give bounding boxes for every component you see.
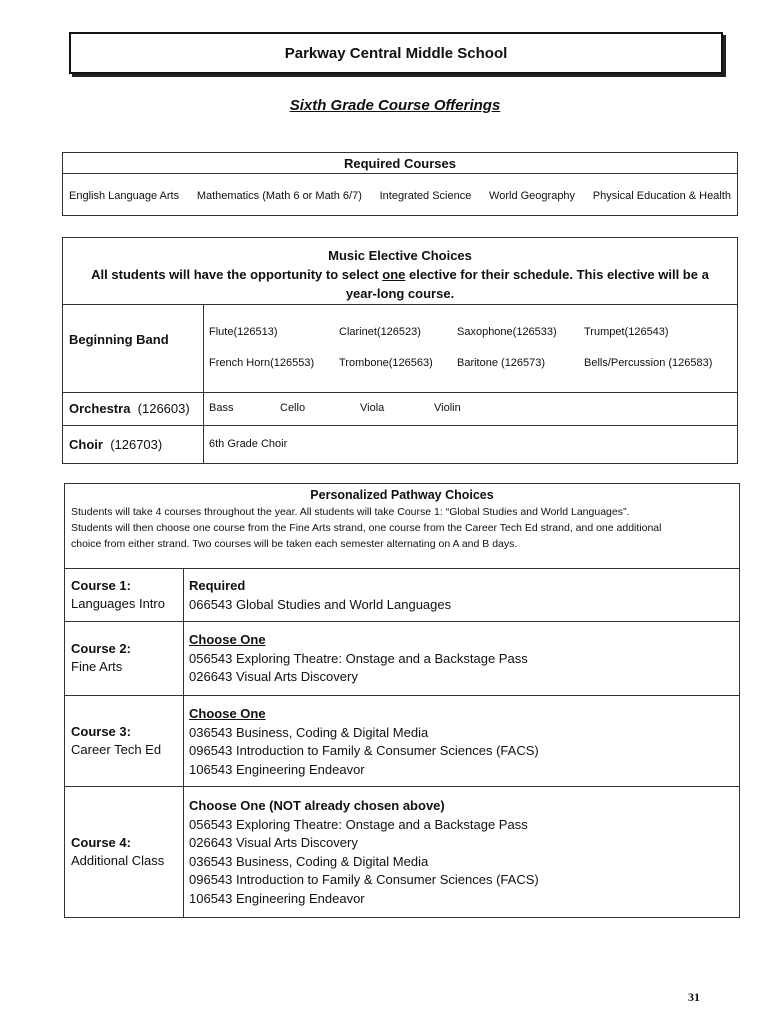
required-courses-table bbox=[62, 152, 738, 216]
course-label: Course 2: Fine Arts bbox=[71, 641, 131, 674]
instrument: Bass bbox=[209, 402, 234, 414]
band-label: Beginning Band bbox=[69, 332, 169, 347]
course-label: Course 1: Languages Intro bbox=[71, 578, 165, 611]
instrument: Viola bbox=[360, 402, 385, 414]
page-number: 31 bbox=[688, 990, 700, 1004]
instrument: Saxophone(126533) bbox=[457, 326, 557, 338]
instrument: Baritone (126573) bbox=[457, 357, 546, 369]
course-options: Choose One (NOT already chosen above) 056543 Exploring Theatre: Onstage and a Backstage Pass 026643 Visual Arts Discovery 036543 Business, Coding & Digital Media 096543 Introduction to Family & Consumer Sciences (FACS) 106543 Engineering Endeavor bbox=[189, 798, 539, 906]
pathway-table bbox=[64, 483, 740, 918]
required-course: Integrated Science bbox=[379, 190, 472, 202]
note-emphasis: one bbox=[382, 267, 406, 282]
instrument: French Horn(126553) bbox=[209, 357, 315, 369]
required-courses-title: Required Courses bbox=[344, 156, 456, 171]
required-course: World Geography bbox=[489, 190, 576, 202]
course-label: Course 4: Additional Class bbox=[71, 835, 165, 868]
music-elective-note: All students will have the opportunity to select one elective for their schedule. This elective will be a year-long course. bbox=[91, 267, 709, 301]
choir-item: 6th Grade Choir bbox=[209, 438, 288, 450]
choir-label: Choir (126703) bbox=[69, 437, 163, 452]
required-courses-list bbox=[69, 190, 731, 202]
instrument: Cello bbox=[280, 402, 306, 414]
page-subtitle: Sixth Grade Course Offerings bbox=[289, 97, 501, 114]
instrument: Clarinet(126523) bbox=[339, 326, 421, 338]
course-options: Required 066543 Global Studies and World Languages bbox=[189, 578, 452, 612]
required-course: English Language Arts bbox=[69, 190, 180, 202]
school-name: Parkway Central Middle School bbox=[284, 44, 508, 62]
instrument: Trumpet(126543) bbox=[584, 326, 669, 338]
pathway-title: Personalized Pathway Choices bbox=[310, 488, 494, 502]
school-name-box bbox=[69, 32, 723, 74]
music-elective-title: Music Elective Choices bbox=[328, 248, 472, 263]
music-elective-table bbox=[62, 237, 738, 464]
course-options: Choose One 036543 Business, Coding & Digital Media 096543 Introduction to Family & Consumer Sciences (FACS) 106543 Engineering Endeavor bbox=[189, 706, 539, 777]
instrument: Bells/Percussion (126583) bbox=[584, 357, 713, 369]
instrument: Violin bbox=[434, 402, 461, 414]
music-elective-header bbox=[63, 246, 737, 303]
orchestra-label: Orchestra (126603) bbox=[69, 401, 190, 416]
instrument: Trombone(126563) bbox=[339, 357, 433, 369]
instrument: Flute(126513) bbox=[209, 326, 278, 338]
required-course: Physical Education & Health bbox=[592, 190, 731, 202]
course-label: Course 3: Career Tech Ed bbox=[71, 724, 162, 757]
course-options: Choose One 056543 Exploring Theatre: Onstage and a Backstage Pass 026643 Visual Arts Discovery bbox=[189, 632, 528, 684]
pathway-description: Students will take 4 courses throughout the year. All students will take Course 1: “Global Studies and World Languages”. Students will then choose one course from the Fine Arts strand, one course from the Career Tech Ed strand, and one additional choice from either strand. Two courses will be taken each semester alternating on A and B days. bbox=[71, 506, 662, 550]
required-course: Mathematics (Math 6 or Math 6/7) bbox=[196, 190, 362, 202]
